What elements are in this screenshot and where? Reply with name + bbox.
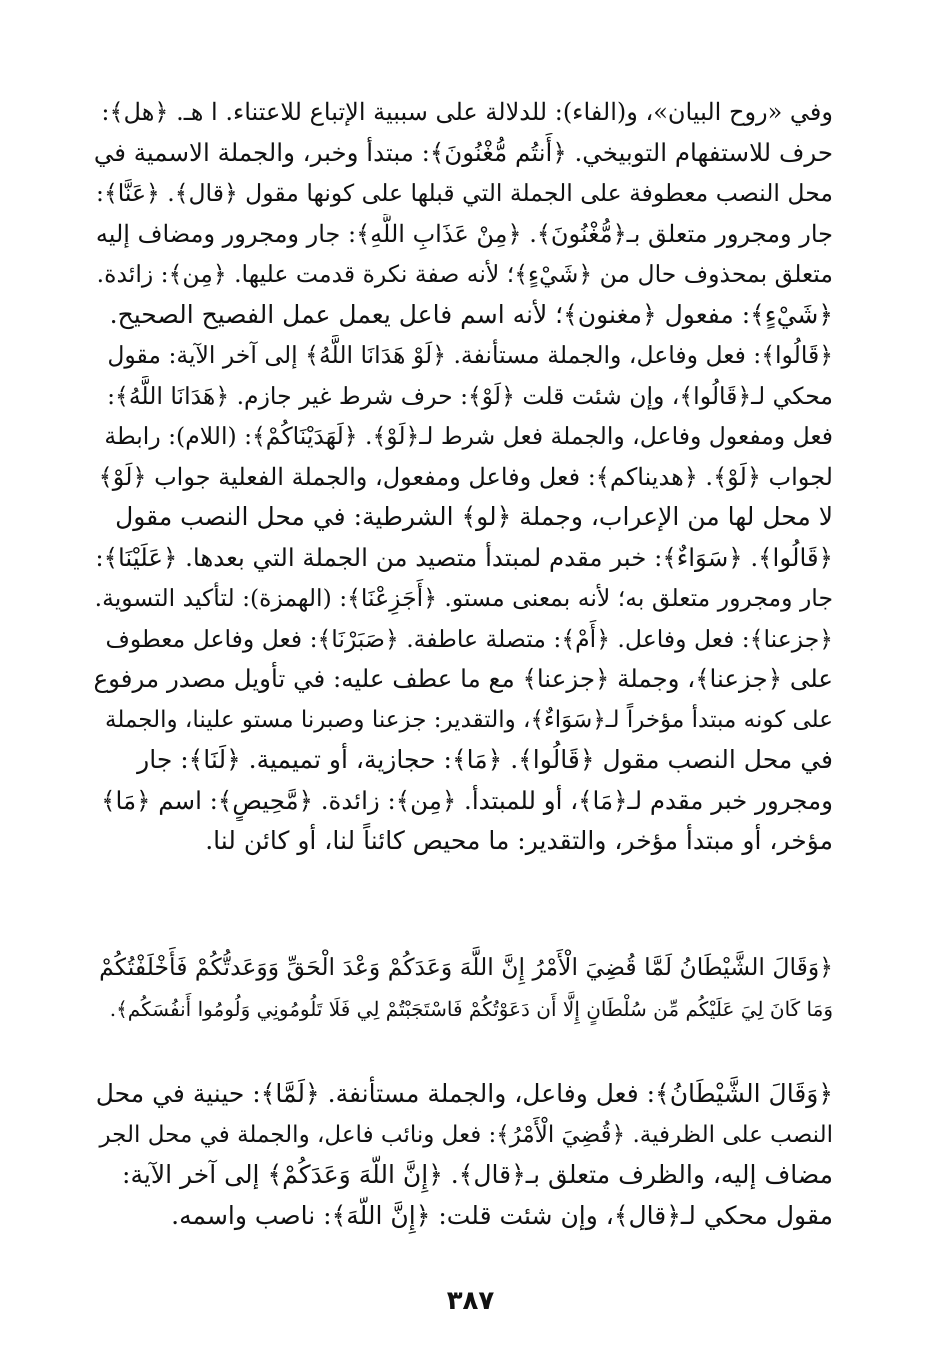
quran-verse <box>94 946 833 1030</box>
verse-line: ﴿وَقَالَ الشَّيْطَانُ لَمَّا قُضِيَ الْأَمْرُ إِنَّ اللَّهَ وَعَدَكُمْ وَعْدَ الْحَقِّ وَوَعَدتُّكُمْ فَأَخْلَفْتُكُمْ <box>99 953 833 981</box>
text-line: جار ومجرور متعلق به؛ لأنه بمعنى مستو. ﴿أَجَزِعْنَا﴾: (الهمزة): لتأكيد التسوية. <box>94 584 833 612</box>
text-line: ﴿قَالُوا﴾: فعل وفاعل، والجملة مستأنفة. ﴿لَوْ هَدَانَا اللَّهُ﴾ إلى آخر الآية: مقول <box>107 341 833 369</box>
text-line: مقول محكي لـ﴿قال﴾، وإن شئت قلت: ﴿إِنَّ اللَّهَ﴾: ناصب واسمه. <box>171 1200 833 1230</box>
text-line: في محل النصب مقول ﴿قَالُوا﴾. ﴿مَا﴾: حجازية، أو تميمية. ﴿لَنَا﴾: جار <box>137 745 833 774</box>
text-line: ﴿وَقَالَ الشَّيْطَانُ﴾: فعل وفاعل، والجملة مستأنفة. ﴿لَمَّا﴾: حينية في محل <box>95 1079 833 1108</box>
text-line: مضاف إليه، والظرف متعلق بـ﴿قال﴾. ﴿إِنَّ اللَّهَ وَعَدَكُمْ﴾ إلى آخر الآية: <box>122 1160 833 1189</box>
text-line: ﴿شَيْءٍ﴾: مفعول ﴿مغنون﴾؛ لأنه اسم فاعل يعمل عمل الفصيح الصحيح. <box>109 299 833 329</box>
text-line: محكي لـ﴿قَالُوا﴾، وإن شئت قلت ﴿لَوْ﴾: حرف شرط غير جازم. ﴿هَدَانَا اللَّهُ﴾: <box>107 381 833 410</box>
text-line: ﴿جزعنا﴾: فعل وفاعل. ﴿أَمْ﴾: متصلة عاطفة. ﴿صَبَرْنَا﴾: فعل وفاعل معطوف <box>105 624 833 653</box>
text-line: ومجرور خبر مقدم لـ﴿مَا﴾، أو للمبتدأ. ﴿مِن﴾: زائدة. ﴿مَّحِيصٍ﴾: اسم ﴿مَا﴾ <box>101 785 833 815</box>
text-line: لجواب ﴿لَوْ﴾. ﴿هديناكم﴾: فعل وفاعل ومفعول، والجملة الفعلية جواب ﴿لَوْ﴾ <box>98 462 833 491</box>
page-number: ٣٨٧ <box>446 1286 495 1316</box>
text-line: جار ومجرور متعلق بـ﴿مُّغْنُونَ﴾. ﴿مِنْ عَذَابِ اللَّهِ﴾: جار ومجرور ومضاف إليه <box>95 219 833 248</box>
paragraph-verse-analysis <box>94 1074 833 1236</box>
text-line: وفي «روح البيان»، و(الفاء): للدلالة على سببية الإتباع للاعتناء. ا هـ. ﴿هل﴾: <box>101 98 833 126</box>
text-line: متعلق بمحذوف حال من ﴿شَيْءٍ﴾؛ لأنه صفة نكرة قدمت عليها. ﴿مِن﴾: زائدة. <box>96 260 833 288</box>
text-line: على كونه مبتدأ مؤخراً لـ﴿سَوَاءٌ﴾، والتقدير: جزعنا وصبرنا مستو علينا، والجملة <box>105 706 833 733</box>
text-line: حرف للاستفهام التوبيخي. ﴿أَنتُم مُّغْنُونَ﴾: مبتدأ وخبر، والجملة الاسمية في <box>94 137 833 167</box>
paragraph-grammar-analysis <box>94 92 833 862</box>
text-line: لا محل لها من الإعراب، وجملة ﴿لو﴾ الشرطية: في محل النصب مقول <box>115 502 833 531</box>
text-line: فعل ومفعول وفاعل، والجملة فعل شرط لـ﴿لَوْ﴾. ﴿لَهَدَيْنَاكُمْ﴾: (اللام): رابطة <box>104 422 833 450</box>
text-line: النصب على الظرفية. ﴿قُضِيَ الْأَمْرُ﴾: فعل ونائب فاعل، والجملة في محل الجر <box>99 1121 833 1148</box>
text-line: على ﴿جزعنا﴾، وجملة ﴿جزعنا﴾ مع ما عطف عليه: في تأويل مصدر مرفوع <box>94 664 833 693</box>
verse-line: وَمَا كَانَ لِيَ عَلَيْكُم مِّن سُلْطَانٍ إِلَّا أَن دَعَوْتُكُمْ فَاسْتَجَبْتُمْ لِي فَلَا تَلُومُونِي وَلُومُوا أَنفُسَكُم﴾. <box>109 997 833 1021</box>
text-line: محل النصب معطوفة على الجملة التي قبلها على كونها مقول ﴿قال﴾. ﴿عَنَّا﴾: <box>96 179 833 207</box>
text-line: ﴿قَالُوا﴾. ﴿سَوَاءٌ﴾: خبر مقدم لمبتدأ متصيد من الجملة التي بعدها. ﴿عَلَيْنَا﴾: <box>95 542 833 572</box>
text-line: مؤخر، أو مبتدأ مؤخر، والتقدير: ما محيص كائناً لنا، أو كائن لنا. <box>205 826 833 855</box>
